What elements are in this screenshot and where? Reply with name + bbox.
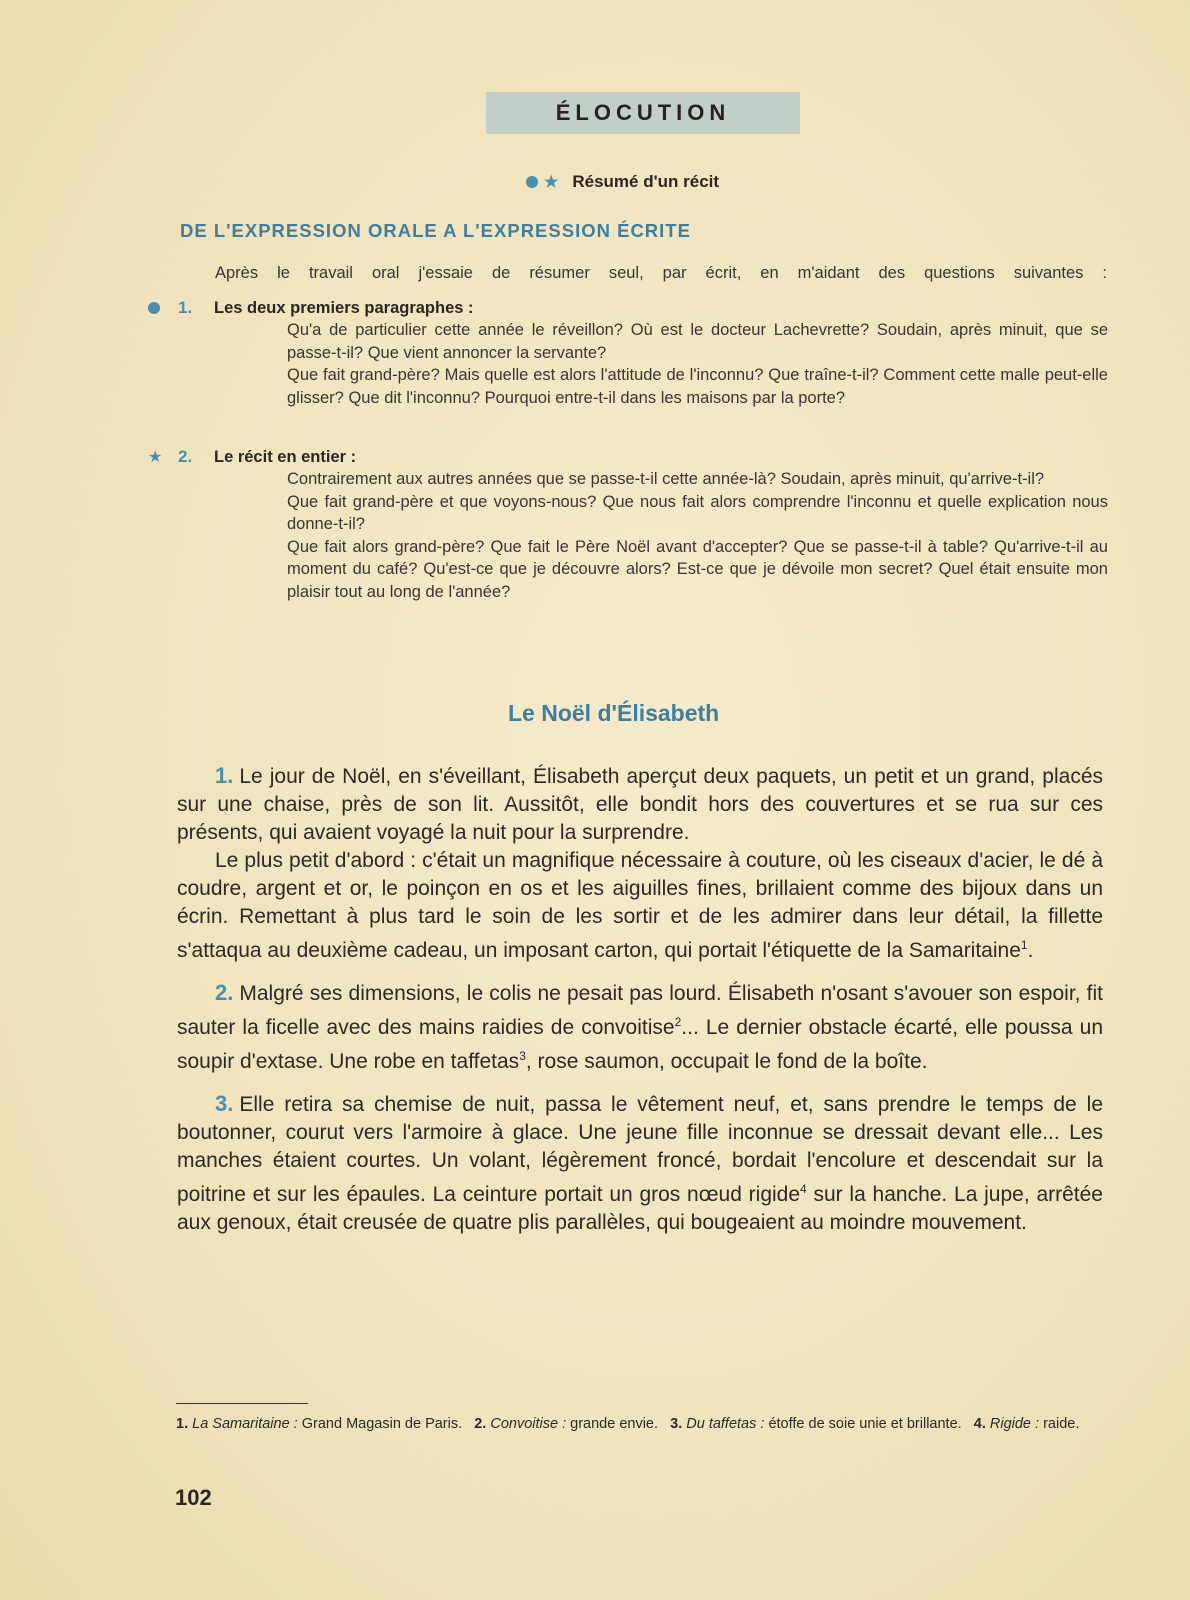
story-paragraph — [177, 979, 1103, 1076]
question-title: Les deux premiers paragraphes : — [214, 298, 474, 317]
story-paragraph — [177, 847, 1103, 965]
footnote-ref: 2 — [674, 1015, 682, 1029]
question-line: Que fait grand-père? Mais quelle est alors l'attitude de l'inconnu? Que traîne-t-il? Comment cette malle peut-elle glisser? Que dit l'inconnu? Pourquoi entre-t-il dans les maisons par la porte? — [287, 366, 1108, 407]
footnote-term: Rigide : — [989, 1416, 1040, 1432]
footnote-definition: raide. — [1043, 1416, 1080, 1432]
footnote-ref: 4 — [800, 1182, 807, 1196]
footnote-number: 1. — [176, 1416, 189, 1432]
star-icon: ★ — [544, 174, 559, 191]
intro-text: Après le travail oral j'essaie de résumer seul, par écrit, en m'aidant des questions suivantes : — [215, 264, 1107, 282]
paragraph-text: Le jour de Noël, en s'éveillant, Élisabeth aperçut deux paquets, un petit et un grand, placés sur une chaise, près de son lit. Aussitôt, elle bondit hors des couvertures et se rua sur ces présents, qui avaient voyagé la nuit pour la surprendre. — [177, 765, 1103, 844]
footnote-term: Convoitise : — [490, 1416, 567, 1432]
footnote-divider — [176, 1403, 308, 1404]
footnote — [176, 1416, 462, 1432]
question-body — [287, 319, 1108, 409]
question-block — [148, 446, 1108, 603]
question-number: 2. — [178, 447, 193, 466]
question-title: Le récit en entier : — [214, 447, 357, 466]
footnote — [474, 1416, 658, 1432]
footnote-number: 4. — [973, 1416, 986, 1432]
page-header: ÉLOCUTION — [486, 92, 800, 134]
footnote-definition: étoffe de soie unie et brillante. — [768, 1416, 962, 1432]
question-marker — [148, 447, 178, 467]
question-line: Contrairement aux autres années que se passe-t-il cette année-là? Soudain, après minuit, qu'arrive-t-il? — [287, 470, 1045, 488]
paragraph-number: 2. — [215, 980, 234, 1005]
footnote — [974, 1416, 1080, 1432]
subheader — [526, 172, 719, 192]
footnote-term: Du taffetas : — [686, 1416, 765, 1432]
paragraph-text: Le plus petit d'abord : c'était un magnifique nécessaire à couture, où les ciseaux d'acier, le dé à coudre, argent et or, le poinçon en os et les aiguilles fines, brillaient comme des bijoux dans un écrin. Remettant à plus tard le soin de les sortir et de les admirer dans leur détail, la fillette s'attaqua au deuxième cadeau, un imposant carton, qui portait l'étiquette de la Samaritaine — [177, 849, 1103, 962]
paragraph-text: , rose saumon, occupait le fond de la boîte. — [525, 1050, 928, 1073]
question-marker — [148, 302, 178, 314]
footnote-definition: grande envie. — [570, 1416, 659, 1432]
footnote-number: 2. — [474, 1416, 487, 1432]
story-title: Le Noël d'Élisabeth — [508, 700, 720, 726]
footnote-term: La Samaritaine : — [192, 1416, 298, 1432]
paragraph-text: ... Le dernier obstacle écarté, elle poussa un soupir d'extase. Une robe en taffetas — [177, 1016, 1103, 1073]
footnote-ref: 1 — [1020, 938, 1028, 952]
paragraph-text: Malgré ses dimensions, le colis ne pesait pas lourd. Élisabeth n'osant s'avouer son espoir, fit sauter la ficelle avec des mains raidies de convoitise — [177, 982, 1103, 1039]
subheader-text: Résumé d'un récit — [572, 172, 720, 191]
dot-icon — [148, 302, 160, 314]
story-paragraph — [177, 1090, 1103, 1237]
star-icon: ★ — [148, 449, 163, 466]
section-title: DE L'EXPRESSION ORALE A L'EXPRESSION ÉCRITE — [180, 220, 691, 241]
paragraph-text: Elle retira sa chemise de nuit, passa le vêtement neuf, et, sans prendre le temps de le boutonner, courut vers l'armoire à glace. Une jeune fille inconnue se dressait devant elle... Les manches étaient courtes. Un volant, légèrement froncé, bordait l'encolure et descendait sur la poitrine et sur les épaules. La ceinture portait un gros nœud rigide — [177, 1093, 1103, 1206]
footnote-ref: 3 — [519, 1049, 526, 1063]
question-line: Que fait alors grand-père? Que fait le Père Noël avant d'accepter? Que se passe-t-il à table? Qu'arrive-t-il au moment du café? Qu'est-ce que je découvre alors? Est-ce que je dévoile mon secret? Quel était ensuite mon plaisir tout au long de l'année? — [287, 537, 1108, 601]
page-number: 102 — [175, 1485, 212, 1510]
question-number: 1. — [178, 298, 193, 317]
paragraph-number: 3. — [215, 1091, 234, 1116]
story-paragraph — [177, 762, 1103, 847]
question-header — [148, 297, 1108, 319]
question-line: Que fait grand-père et que voyons-nous? Que nous fait alors comprendre l'inconnu et quelle explication nous donne-t-il? — [287, 492, 1108, 533]
paragraph-text: sur la hanche. La jupe, arrêtée aux genoux, était creusée de quatre plis parallèles, qui bougeaient au moindre mouvement. — [177, 1183, 1103, 1234]
dot-icon — [526, 176, 538, 188]
footnote-definition: Grand Magasin de Paris. — [301, 1416, 463, 1432]
question-line: Qu'a de particulier cette année le réveillon? Où est le docteur Lachevrette? Soudain, après minuit, que se passe-t-il? Que vient annoncer la servante? — [287, 321, 1108, 362]
footnote-number: 3. — [670, 1416, 683, 1432]
question-body — [287, 468, 1108, 603]
paragraph-number: 1. — [215, 763, 234, 788]
question-block — [148, 297, 1108, 409]
paragraph-text: . — [1027, 939, 1034, 962]
story-text — [177, 762, 1103, 1237]
footnotes — [176, 1414, 1101, 1435]
footnote — [670, 1416, 962, 1432]
question-header — [148, 446, 1108, 468]
